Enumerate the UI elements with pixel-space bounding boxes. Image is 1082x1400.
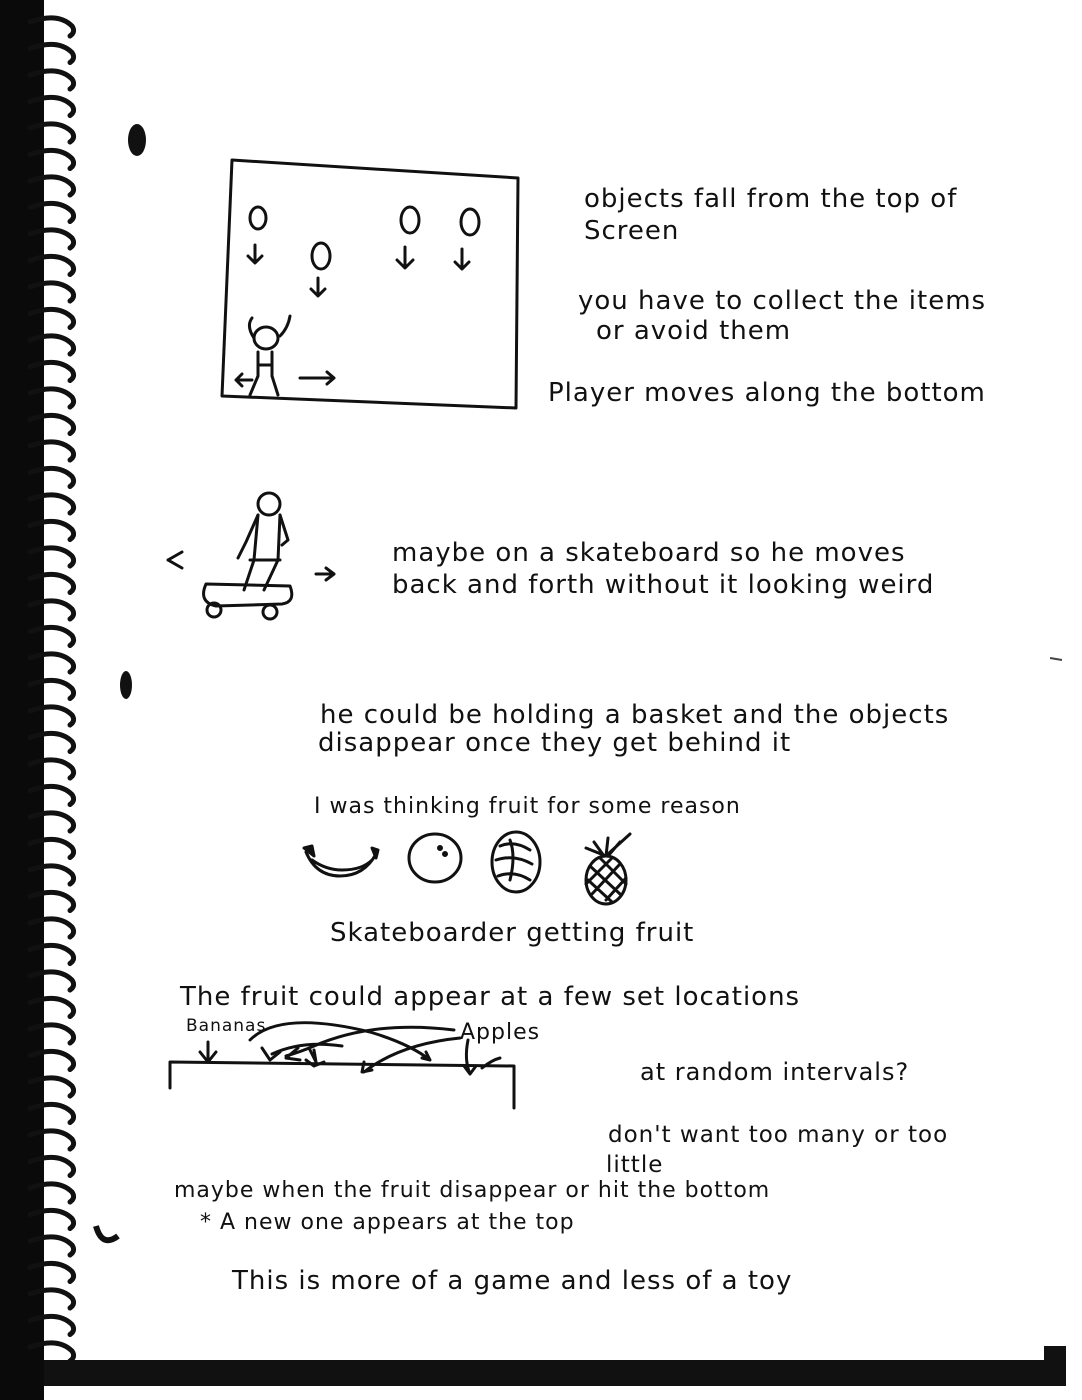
label-apples: Apples — [460, 1020, 541, 1045]
note-hit-bottom: maybe when the fruit disappear or hit the bottom — [174, 1178, 771, 1203]
note-player-moves: Player moves along the bottom — [548, 378, 986, 408]
note-objects-fall: objects fall from the top of — [584, 184, 958, 214]
note-set-locations: The fruit could appear at a few set locations — [180, 982, 801, 1012]
note-too-many: don't want too many or too — [608, 1122, 949, 1148]
note-disappear: disappear once they get behind it — [318, 728, 792, 758]
apple-icon — [409, 834, 461, 882]
note-avoid-them: or avoid them — [596, 316, 792, 346]
note-little: little — [606, 1152, 664, 1178]
note-holding-basket: he could be holding a basket and the objects — [320, 700, 950, 730]
note-skateboarder-fruit: Skateboarder getting fruit — [330, 918, 695, 948]
note-screen: Screen — [584, 216, 680, 246]
note-random-intervals: at random intervals? — [640, 1058, 910, 1086]
note-back-and-forth: back and forth without it looking weird — [392, 570, 935, 600]
note-thinking-fruit: I was thinking fruit for some reason — [314, 794, 741, 819]
note-new-one-appears: * A new one appears at the top — [200, 1210, 575, 1235]
spiral-binding — [0, 0, 90, 1400]
note-skateboard: maybe on a skateboard so he moves — [392, 538, 906, 568]
note-collect-items: you have to collect the items — [578, 286, 987, 316]
banana-icon — [306, 852, 376, 876]
label-bananas: Bananas — [186, 1016, 267, 1036]
note-game-not-toy: This is more of a game and less of a toy — [232, 1266, 793, 1296]
